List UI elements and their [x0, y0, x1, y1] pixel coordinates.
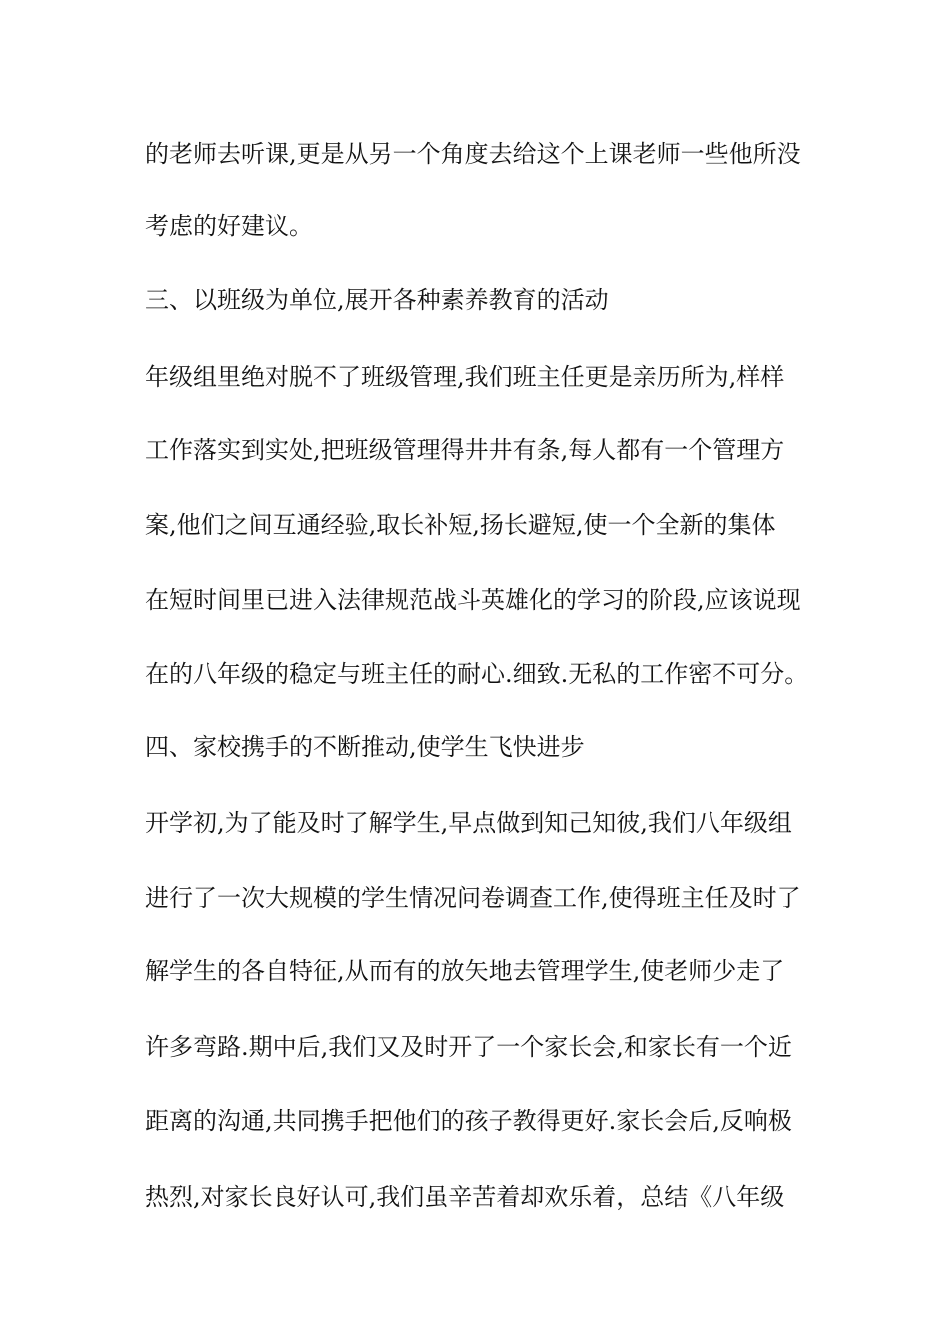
text-line: 案,他们之间互通经验,取长补短,扬长避短,使一个全新的集体	[145, 511, 776, 539]
text-line: 许多弯路.期中后,我们又及时开了一个家长会,和家长有一个近	[145, 1033, 792, 1061]
text-line: 考虑的好建议。	[145, 212, 313, 240]
text-line: 进行了一次大规模的学生情况问卷调查工作,使得班主任及时了	[145, 884, 801, 912]
text-line: 热烈,对家长良好认可,我们虽辛苦着却欢乐着，总结《八年级	[145, 1183, 785, 1211]
section-heading: 四、家校携手的不断推动,使学生飞快进步	[145, 733, 585, 761]
text-line: 距离的沟通,共同携手把他们的孩子教得更好.家长会后,反响极	[145, 1107, 792, 1135]
text-line: 的老师去听课,更是从另一个角度去给这个上课老师一些他所没	[145, 140, 801, 168]
text-line: 在短时间里已进入法律规范战斗英雄化的学习的阶段,应该说现	[145, 586, 801, 614]
text-line: 开学初,为了能及时了解学生,早点做到知己知彼,我们八年级组	[145, 809, 792, 837]
text-line: 工作落实到实处,把班级管理得井井有条,每人都有一个管理方	[145, 436, 785, 464]
text-line: 在的八年级的稳定与班主任的耐心.细致.无私的工作密不可分。	[145, 660, 809, 688]
section-heading: 三、以班级为单位,展开各种素养教育的活动	[145, 286, 609, 314]
text-line: 解学生的各自特征,从而有的放矢地去管理学生,使老师少走了	[145, 957, 785, 985]
text-line: 年级组里绝对脱不了班级管理,我们班主任更是亲历所为,样样	[145, 363, 785, 391]
